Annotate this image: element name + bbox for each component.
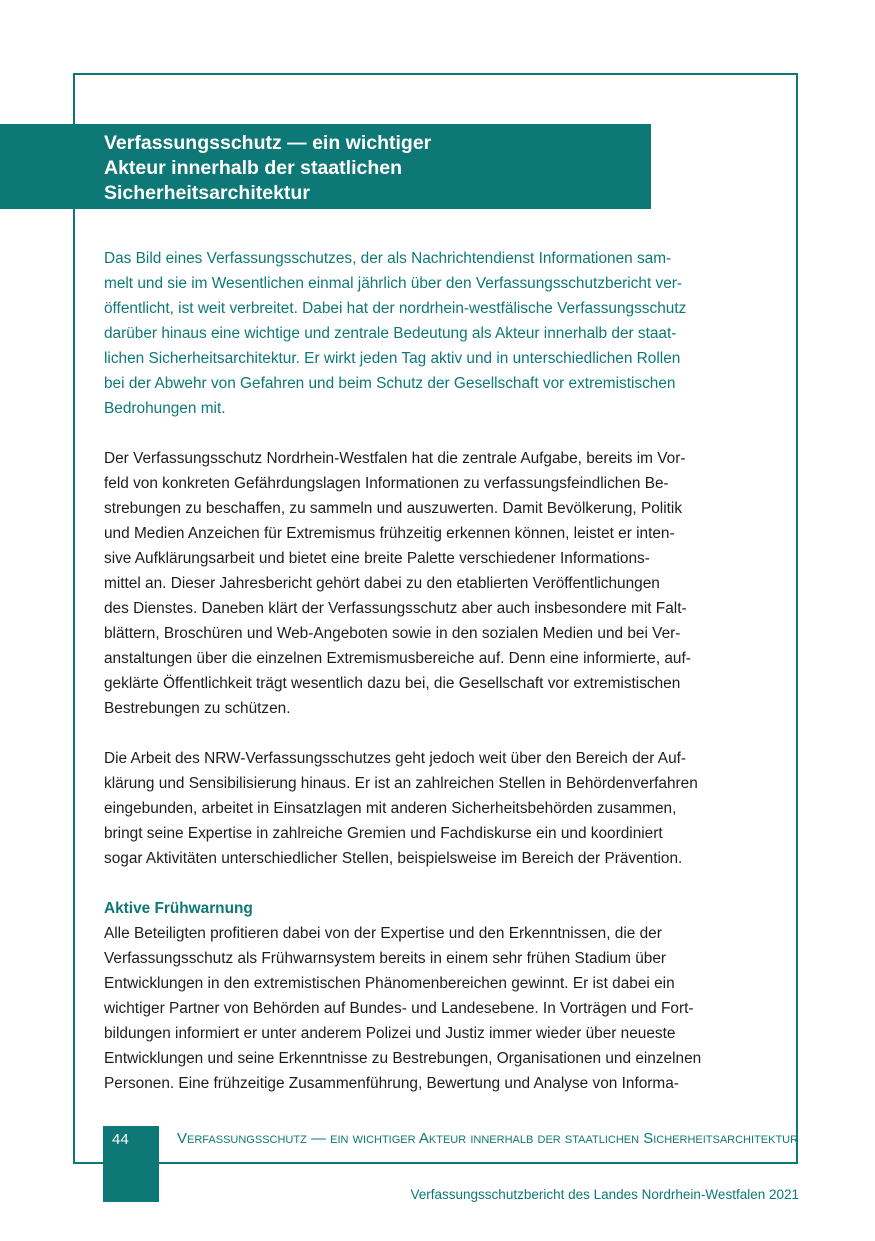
text-line: Die Arbeit des NRW-Verfassungsschutzes geht jedoch weit über den Bereich der Auf-: [104, 750, 687, 767]
text-line: eingebunden, arbeitet in Einsatzlagen mit anderen Sicherheitsbehörden zusammen,: [104, 800, 677, 817]
text-line: sive Aufklärungsarbeit und bietet eine breite Palette verschiedener Informations-: [104, 550, 650, 567]
title-line: Sicherheitsarchitektur: [104, 182, 310, 204]
page-number: 44: [112, 1131, 129, 1148]
body-paragraph-2: [104, 746, 772, 871]
title-line: Verfassungsschutz — ein wichtiger: [104, 132, 432, 154]
text-line: Entwicklungen in den extremistischen Phänomenbereichen gewinnt. Er ist dabei ein: [104, 975, 675, 992]
text-line: feld von konkreten Gefährdungslagen Informationen zu verfassungsfeindlichen Be-: [104, 475, 669, 492]
early-warning-section: [104, 896, 772, 1096]
text-line: bildungen informiert er unter anderem Polizei und Justiz immer wieder über neueste: [104, 1025, 676, 1042]
body-content: [104, 246, 772, 1096]
text-line: bei der Abwehr von Gefahren und beim Schutz der Gesellschaft vor extremistischen: [104, 375, 676, 392]
intro-paragraph: [104, 246, 772, 421]
body-paragraph-1: [104, 446, 772, 721]
page-title: [104, 131, 644, 206]
text-line: Bestrebungen zu schützen.: [104, 700, 291, 717]
text-line: Entwicklungen und seine Erkenntnisse zu Bestrebungen, Organisationen und einzelnen: [104, 1050, 702, 1067]
section-heading: Aktive Frühwarnung: [104, 900, 253, 917]
text-line: klärung und Sensibilisierung hinaus. Er ist an zahlreichen Stellen in Behördenverfahren: [104, 775, 698, 792]
footer-text: Verfassungsschutzbericht des Landes Nordrhein-Westfalen 2021: [410, 1187, 799, 1202]
text-line: geklärte Öffentlichkeit trägt wesentlich dazu bei, die Gesellschaft vor extremistischen: [104, 675, 681, 692]
text-line: des Dienstes. Daneben klärt der Verfassungsschutz aber auch insbesondere mit Falt-: [104, 600, 687, 617]
text-line: Der Verfassungsschutz Nordrhein-Westfalen hat die zentrale Aufgabe, bereits im Vor-: [104, 450, 686, 467]
text-line: mittel an. Dieser Jahresbericht gehört dabei zu den etablierten Veröffentlichungen: [104, 575, 660, 592]
text-line: anstaltungen über die einzelnen Extremismusbereiche auf. Denn eine informierte, auf-: [104, 650, 691, 667]
text-line: öffentlicht, ist weit verbreitet. Dabei hat der nordrhein-westfälische Verfassungsschutz: [104, 300, 687, 317]
text-line: sogar Aktivitäten unterschiedlicher Stellen, beispielsweise im Bereich der Prävention.: [104, 850, 683, 867]
text-line: Verfassungsschutz als Frühwarnsystem bereits in einem sehr frühen Stadium über: [104, 950, 667, 967]
text-line: melt und sie im Wesentlichen einmal jährlich über den Verfassungsschutzbericht ver-: [104, 275, 682, 292]
title-line: Akteur innerhalb der staatlichen: [104, 157, 402, 179]
text-line: darüber hinaus eine wichtige und zentrale Bedeutung als Akteur innerhalb der staat-: [104, 325, 677, 342]
text-line: Das Bild eines Verfassungsschutzes, der als Nachrichtendienst Informationen sam-: [104, 250, 672, 267]
text-line: wichtiger Partner von Behörden auf Bundes- und Landesebene. In Vorträgen und Fort-: [104, 1000, 694, 1017]
text-line: strebungen zu beschaffen, zu sammeln und auszuwerten. Damit Bevölkerung, Politik: [104, 500, 683, 517]
running-head: Verfassungsschutz — ein wichtiger Akteur innerhalb der staatlichen Sicherheitsarchitektur: [177, 1130, 799, 1147]
text-line: und Medien Anzeichen für Extremismus frühzeitig erkennen können, leistet er inten-: [104, 525, 675, 542]
text-line: lichen Sicherheitsarchitektur. Er wirkt jeden Tag aktiv und in unterschiedlichen Rollen: [104, 350, 681, 367]
text-line: blättern, Broschüren und Web-Angeboten sowie in den sozialen Medien und bei Ver-: [104, 625, 681, 642]
text-line: Alle Beteiligten profitieren dabei von der Expertise und den Erkenntnissen, die der: [104, 925, 662, 942]
text-line: Bedrohungen mit.: [104, 400, 226, 417]
text-line: bringt seine Expertise in zahlreiche Gremien und Fachdiskurse ein und koordiniert: [104, 825, 663, 842]
text-line: Personen. Eine frühzeitige Zusammenführung, Bewertung und Analyse von Informa-: [104, 1075, 679, 1092]
